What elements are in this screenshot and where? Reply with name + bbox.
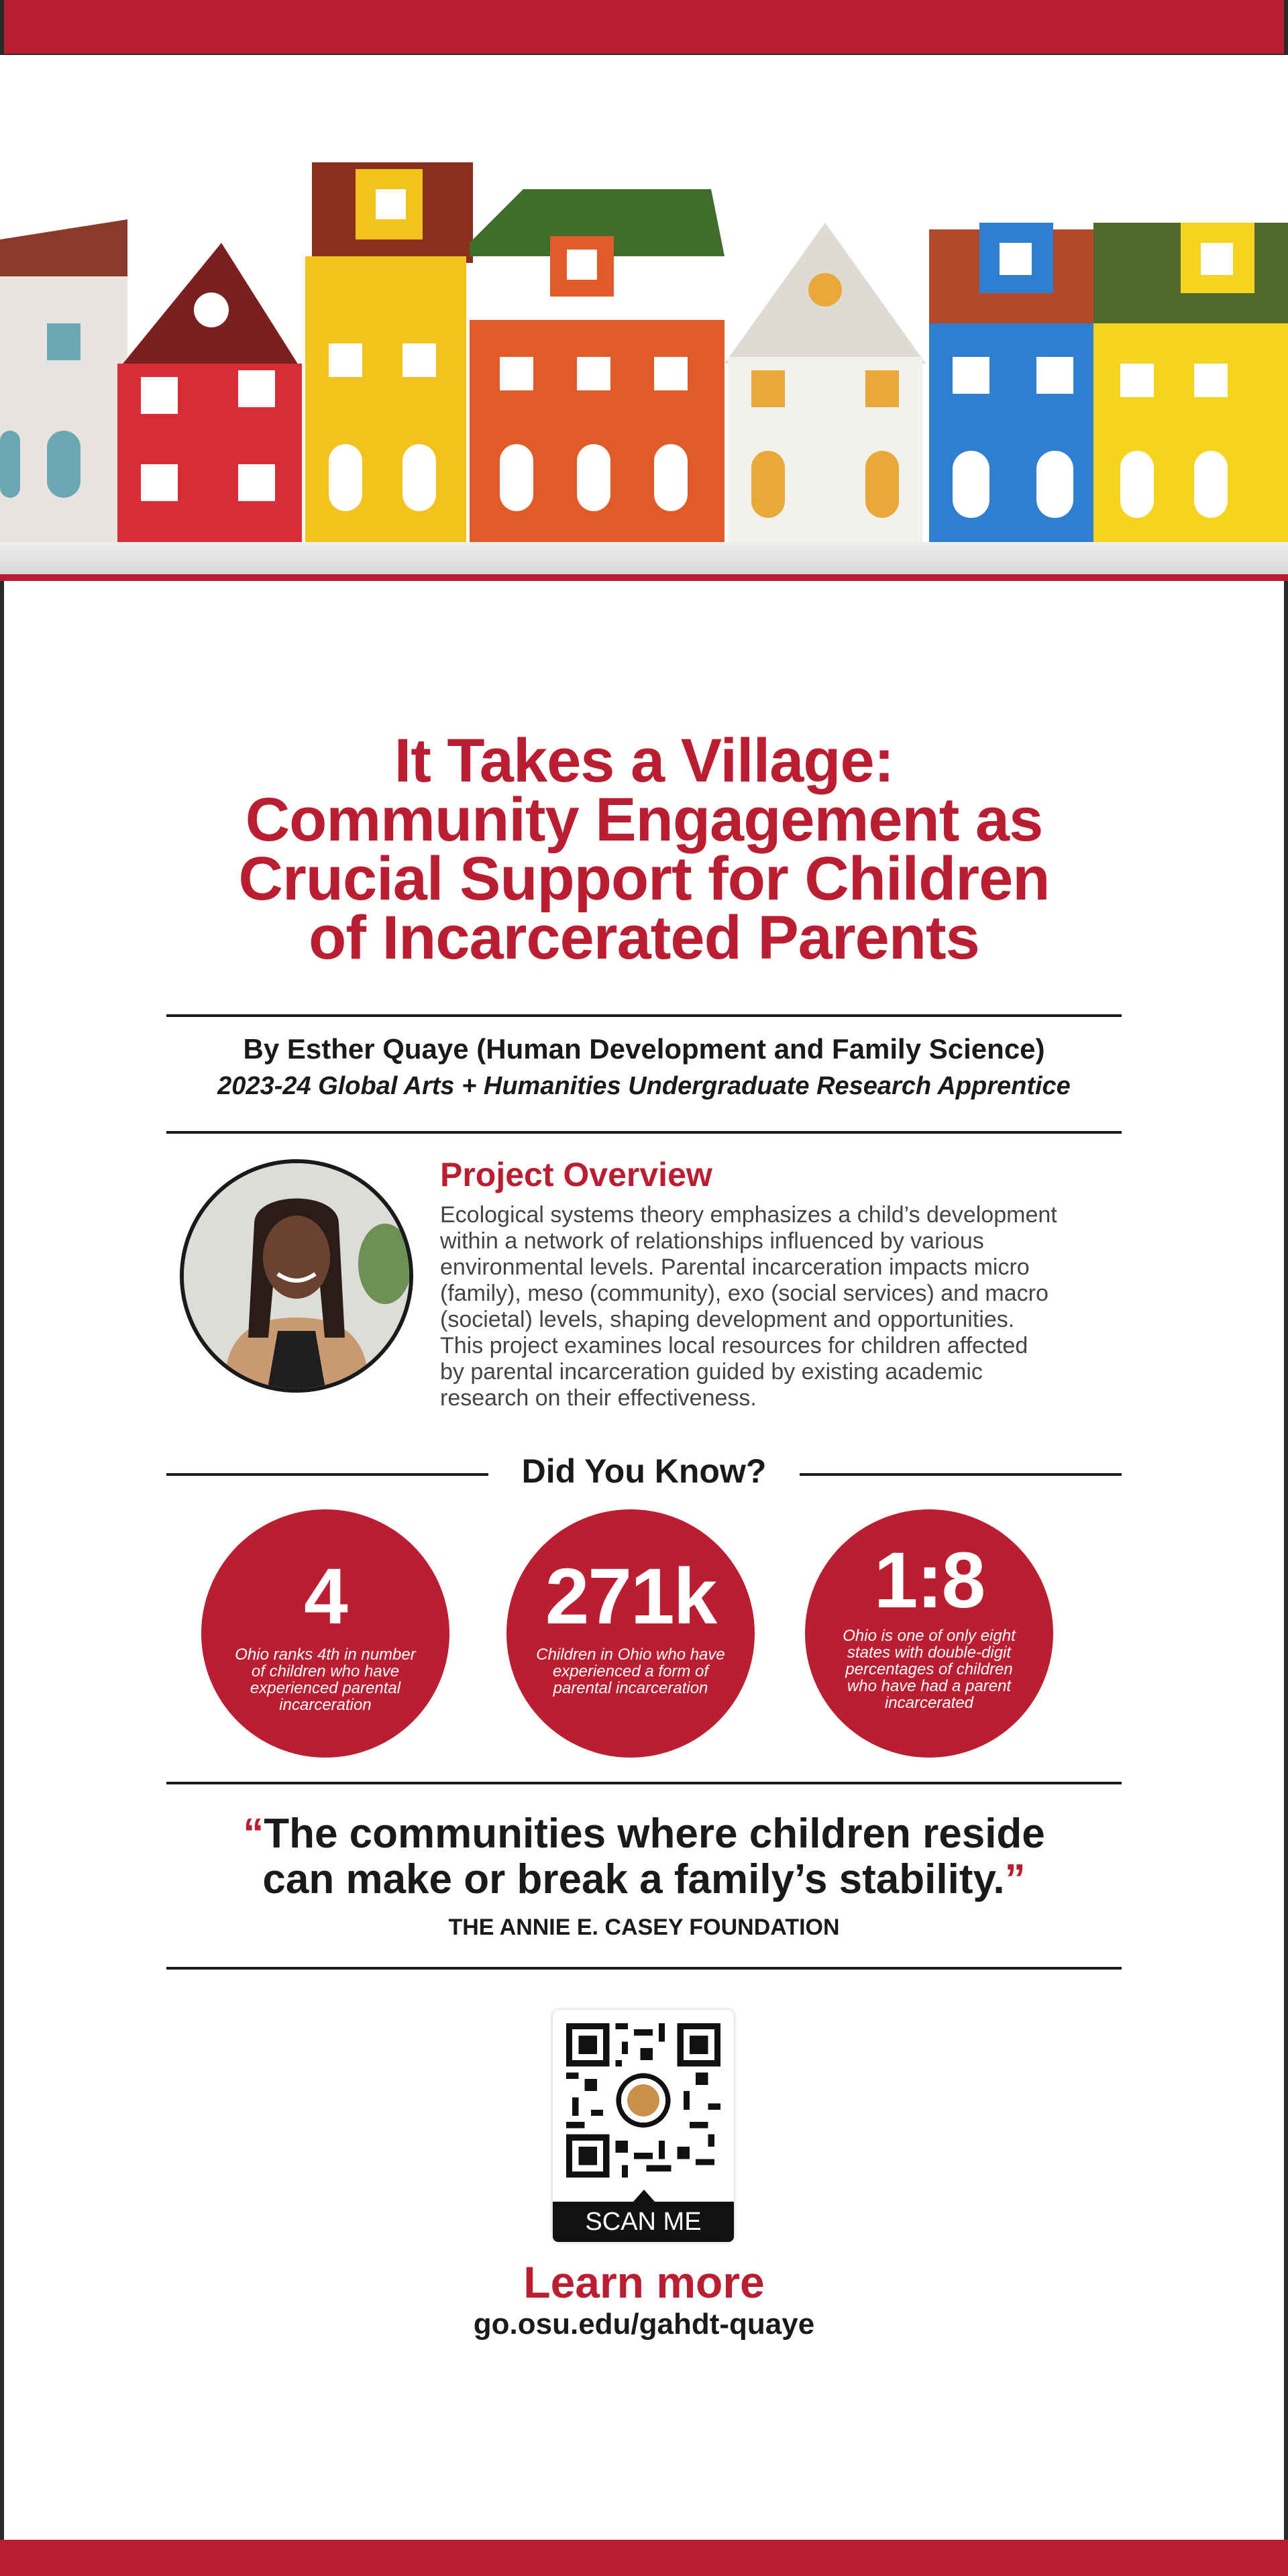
stat-caption: Children in Ohio who have experienced a form of parental incarceration [536, 1646, 725, 1697]
overview-line: (family), meso (community), exo (social services) and macro [440, 1281, 1049, 1306]
stat-value: 1:8 [873, 1536, 985, 1625]
quote-attribution: THE ANNIE E. CASEY FOUNDATION [448, 1915, 840, 1940]
stat-caption: Ohio ranks 4th in number of children who have experienced parental incarceration [235, 1646, 416, 1714]
quote-line-1: The communities where children reside [264, 1811, 1045, 1857]
stat-value: 271k [545, 1552, 716, 1641]
did-you-know-heading: Did You Know? [521, 1452, 767, 1490]
divider-below-byline [166, 1131, 1122, 1134]
dyk-rule-left [166, 1473, 488, 1476]
stat-circle-count [506, 1509, 755, 1758]
overview-line: This project examines local resources for children affected [440, 1333, 1028, 1358]
title-line-2: Community Engagement as [245, 786, 1043, 854]
poster-title [107, 727, 1181, 972]
bottom-accent-bar [0, 2540, 1288, 2576]
person-photo-icon [184, 1163, 409, 1389]
top-accent-bar [0, 0, 1288, 55]
qr-label-pointer [633, 2190, 655, 2202]
stat-circle-ratio [805, 1509, 1053, 1758]
overview-line: research on their effectiveness. [440, 1385, 757, 1411]
overview-body [440, 1202, 1131, 1411]
quote-close-mark: ” [1004, 1856, 1026, 1902]
overview-line: Ecological systems theory emphasizes a child’s development [440, 1202, 1057, 1228]
divider-above-quote [166, 1782, 1122, 1784]
author-portrait [180, 1159, 413, 1393]
quote-line-2: can make or break a family’s stability. [262, 1856, 1005, 1902]
houses-banner-image [0, 55, 1288, 580]
wooden-houses-illustration [0, 55, 1288, 580]
stat-caption: Ohio is one of only eight states with double-digit percentages of children who have had a parent incarcerated [843, 1627, 1016, 1712]
dyk-rule-right [800, 1473, 1122, 1476]
title-line-4: of Incarcerated Parents [309, 904, 979, 972]
overview-line: (societal) levels, shaping development and opportunities. [440, 1307, 1015, 1332]
learn-more-link[interactable]: go.osu.edu/gahdt-quaye [473, 2308, 815, 2341]
banner-bottom-rule [0, 574, 1288, 581]
pull-quote [134, 1811, 1154, 1902]
overview-line: within a network of relationships influenced by various [440, 1228, 984, 1254]
title-line-1: It Takes a Village: [394, 727, 894, 795]
quote-open-mark: “ [243, 1811, 264, 1857]
stat-circle-rank [201, 1509, 449, 1758]
divider-below-quote [166, 1967, 1122, 1970]
shelf-surface [0, 542, 1288, 574]
qr-code-icon[interactable] [566, 2023, 720, 2178]
overview-line: environmental levels. Parental incarceration impacts micro [440, 1254, 1030, 1280]
author-byline: By Esther Quaye (Human Development and Family Science) [243, 1033, 1045, 1065]
divider-above-byline [166, 1014, 1122, 1017]
learn-more-heading: Learn more [523, 2257, 765, 2307]
title-line-3: Crucial Support for Children [238, 845, 1050, 913]
scan-me-label: SCAN ME [553, 2202, 734, 2242]
overview-heading: Project Overview [440, 1156, 712, 1193]
stat-value: 4 [304, 1552, 347, 1641]
author-role: 2023-24 Global Arts + Humanities Undergraduate Research Apprentice [217, 1072, 1071, 1100]
overview-line: by parental incarceration guided by existing academic [440, 1359, 983, 1385]
